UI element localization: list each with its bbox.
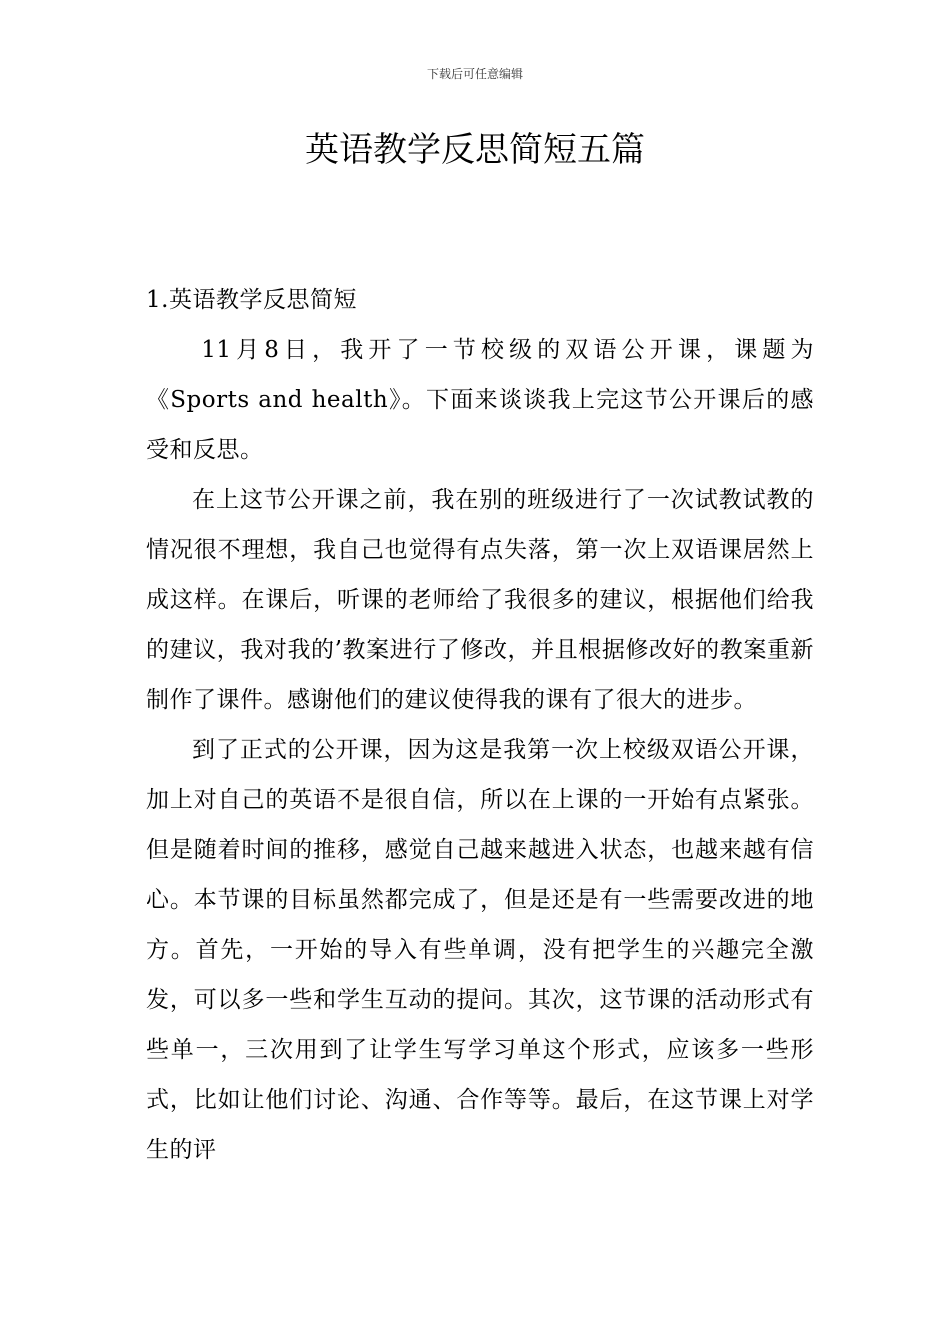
section-heading: 1.英语教学反思简短 [146, 287, 357, 313]
paragraph-1: 11月8日，我开了一节校级的双语公开课，课题为《Sports and health》。下面来谈谈我上完这节公开课后的感受和反思。 [146, 337, 814, 463]
paragraph-2: 在上这节公开课之前，我在别的班级进行了一次试教试教的情况很不理想，我自己也觉得有点失落，第一次上双语课居然上成这样。在课后，听课的老师给了我很多的建议，根据他们给我的建议，我对我的’教案进行了修改，并且根据修改好的教案重新制作了课件。感谢他们的建议使得我的课有了很大的进步。 [146, 487, 814, 713]
header-note: 下载后可任意编辑 [426, 67, 523, 81]
document-body [146, 275, 814, 1175]
paragraph-3: 到了正式的公开课，因为这是我第一次上校级双语公开课，加上对自己的英语不是很自信，所以在上课的一开始有点紧张。但是随着时间的推移，感觉自己越来越进入状态，也越来越有信心。本节课的目标虽然都完成了，但是还是有一些需要改进的地方。首先，一开始的导入有些单调，没有把学生的兴趣完全激发，可以多一些和学生互动的提问。其次，这节课的活动形式有些单一，三次用到了让学生写学习单这个形式，应该多一些形式，比如让他们讨论、沟通、合作等等。最后，在这节课上对学生的评 [146, 737, 814, 1163]
document-title: 英语教学反思简短五篇 [305, 130, 645, 170]
